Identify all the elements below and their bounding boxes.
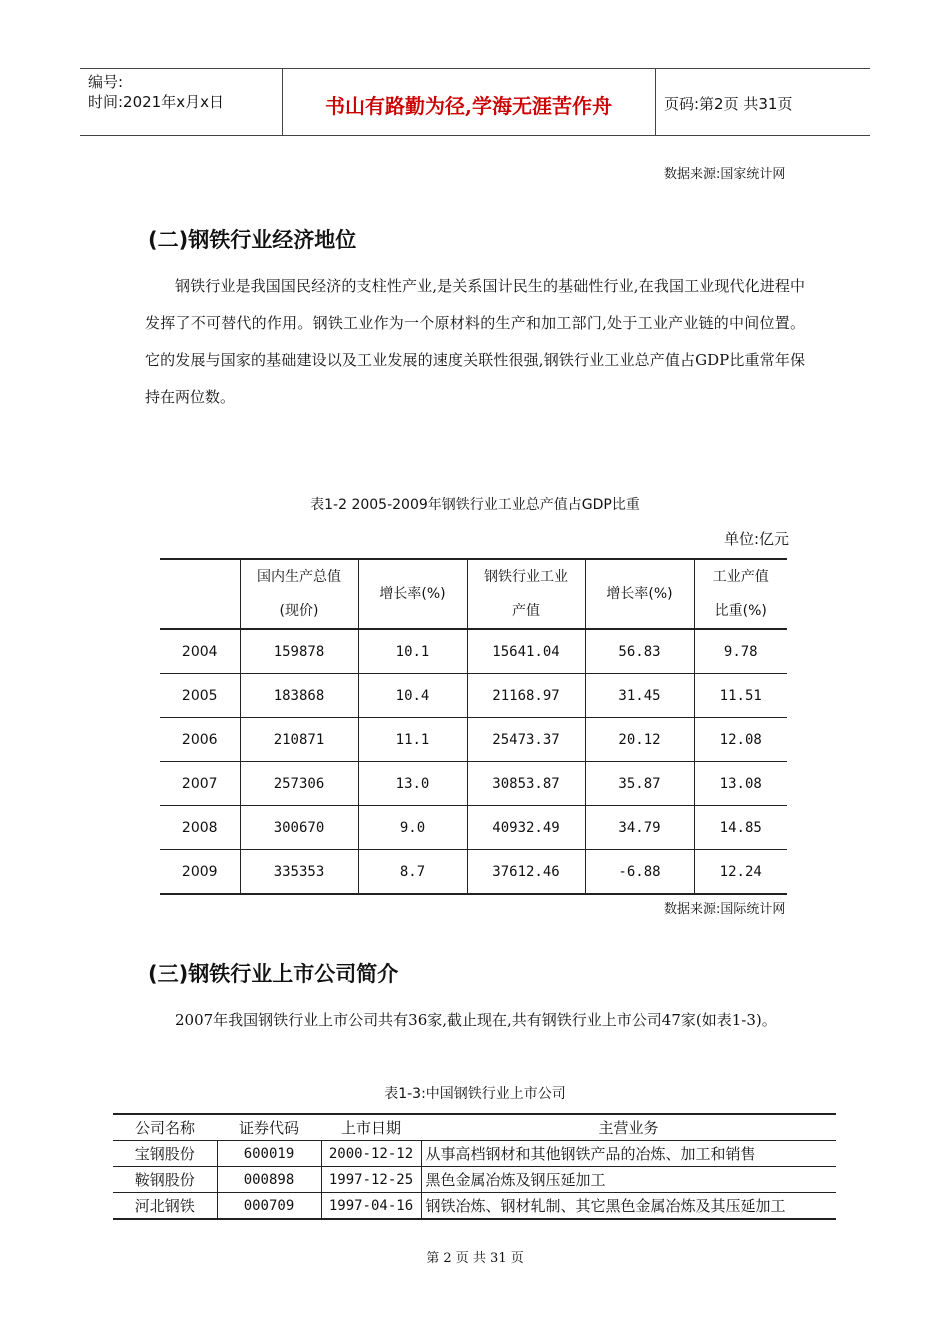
header-cell-business: 主营业务 [598, 1119, 659, 1137]
data-source-note: 数据来源:国际统计网 [664, 902, 786, 917]
table-header-row [113, 1114, 836, 1141]
header-cell-company: 公司名称 [134, 1119, 195, 1137]
header-cell-gdp: 国内生产总值 (现价) [240, 559, 358, 629]
doc-time-label: 时间:2021年x月x日 [88, 93, 224, 111]
table-row: 鞍钢股份 000898 1997-12-25 黑色金属冶炼及钢压延加工 [113, 1167, 836, 1193]
table-row: 2006 210871 11.1 25473.37 20.12 12.08 [160, 718, 787, 762]
header-motto: 书山有路勤为径,学海无涯苦作舟 [325, 94, 612, 118]
header-meta [88, 72, 224, 112]
header-cell-gdp-growth: 增长率(%) [358, 559, 467, 629]
header-bottom-rule [80, 135, 870, 136]
page-footer: 第 2 页 共 31 页 [426, 1251, 524, 1266]
listed-companies-table [113, 1113, 836, 1220]
section-heading: (二)钢铁行业经济地位 [148, 228, 357, 252]
section-paragraph: 钢铁行业是我国国民经济的支柱性产业,是关系国计民生的基础性行业,在我国工业现代化进程中发挥了不可替代的作用。钢铁工业作为一个原材料的生产和加工部门,处于工业产业链的中间位置。它的发展与国家的基础建设以及工业发展的速度关联性很强,钢铁行业工业总产值占GDP比重常年保持在两位数。 [145, 277, 805, 406]
gdp-share-table [160, 558, 787, 895]
table-row: 2004 159878 10.1 15641.04 56.83 9.78 [160, 629, 787, 674]
header-cell-steel-output: 钢铁行业工业 产值 [467, 559, 585, 629]
header-cell-steel-growth: 增长率(%) [585, 559, 694, 629]
table-row: 2009 335353 8.7 37612.46 -6.88 12.24 [160, 850, 787, 895]
header-cell-code: 证券代码 [238, 1119, 299, 1137]
header-top-rule [80, 68, 870, 69]
table-row: 宝钢股份 600019 2000-12-12 从事高档钢材和其他钢铁产品的冶炼、加工和销售 [113, 1141, 836, 1167]
doc-number-label: 编号: [88, 73, 124, 91]
header-divider-right [655, 68, 656, 135]
table-row: 2005 183868 10.4 21168.97 31.45 11.51 [160, 674, 787, 718]
section-paragraph: 2007年我国钢铁行业上市公司共有36家,截止现在,共有钢铁行业上市公司47家(如表1-3)。 [175, 1011, 777, 1029]
table-row: 2008 300670 9.0 40932.49 34.79 14.85 [160, 806, 787, 850]
table-row: 2007 257306 13.0 30853.87 35.87 13.08 [160, 762, 787, 806]
table-header-row [160, 559, 787, 629]
data-source-note: 数据来源:国家统计网 [664, 167, 786, 182]
header-cell-share: 工业产值 比重(%) [694, 559, 787, 629]
table-row: 河北钢铁 000709 1997-04-16 钢铁冶炼、钢材轧制、其它黑色金属冶炼及其压延加工 [113, 1193, 836, 1220]
header-cell-listing-date: 上市日期 [340, 1119, 401, 1137]
table-unit: 单位:亿元 [724, 530, 790, 548]
header-page-info: 页码:第2页 共31页 [664, 95, 793, 113]
table-title: 表1-3:中国钢铁行业上市公司 [384, 1086, 566, 1102]
section-heading: (三)钢铁行业上市公司简介 [148, 962, 399, 986]
table-title: 表1-2 2005-2009年钢铁行业工业总产值占GDP比重 [310, 497, 640, 513]
header-cell-year [160, 559, 240, 629]
